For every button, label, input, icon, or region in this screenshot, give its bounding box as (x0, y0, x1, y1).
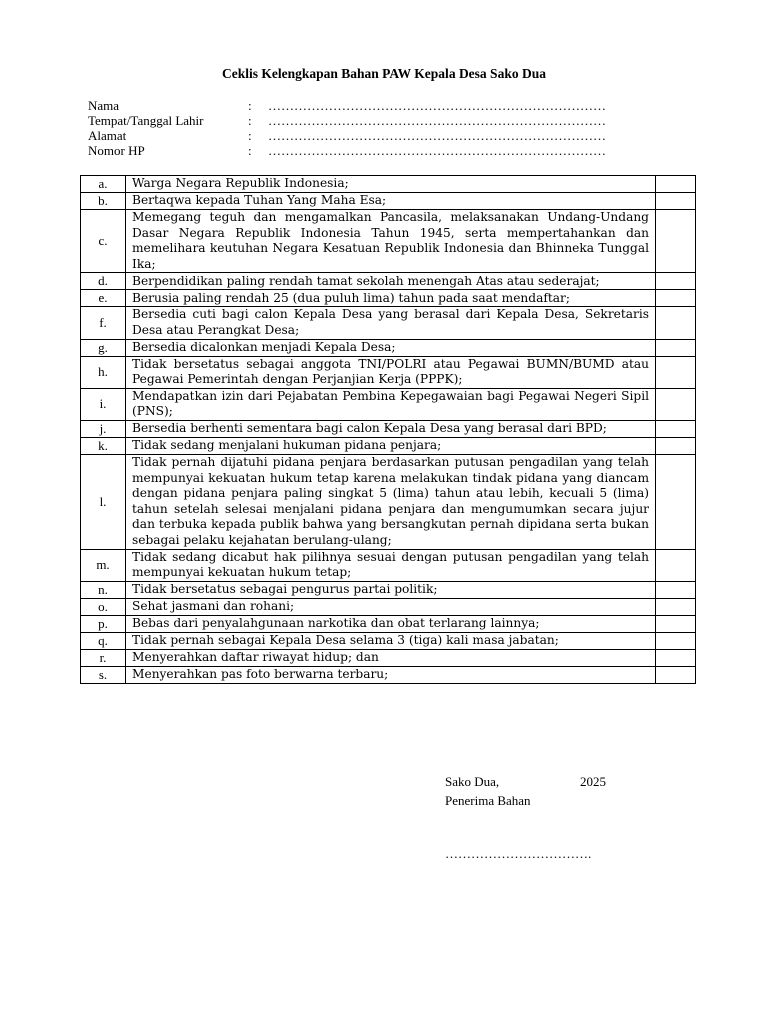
check-box[interactable] (656, 598, 696, 615)
table-row (81, 176, 696, 193)
table-row (81, 632, 696, 649)
check-box[interactable] (656, 666, 696, 683)
table-row (81, 339, 696, 356)
info-fill-line: …………………………………………………………………… (268, 143, 606, 158)
requirement-text: Tidak sedang menjalani hukuman pidana penjara; (126, 437, 656, 454)
table-row (81, 581, 696, 598)
row-letter: b. (81, 193, 126, 210)
table-row (81, 454, 696, 549)
applicant-info (88, 98, 668, 158)
row-letter: r. (81, 649, 126, 666)
row-letter: f. (81, 307, 126, 339)
row-letter: n. (81, 581, 126, 598)
requirement-text: Bersedia dicalonkan menjadi Kepala Desa; (126, 339, 656, 356)
row-letter: g. (81, 339, 126, 356)
check-box[interactable] (656, 581, 696, 598)
requirement-text: Bersedia cuti bagi calon Kepala Desa yang berasal dari Kepala Desa, Sekretaris Desa atau Perangkat Desa; (126, 307, 656, 339)
table-row (81, 290, 696, 307)
check-box[interactable] (656, 388, 696, 420)
row-letter: i. (81, 388, 126, 420)
row-letter: e. (81, 290, 126, 307)
row-letter: p. (81, 615, 126, 632)
check-box[interactable] (656, 437, 696, 454)
requirement-text: Berusia paling rendah 25 (dua puluh lima) tahun pada saat mendaftar; (126, 290, 656, 307)
check-box[interactable] (656, 649, 696, 666)
requirement-text: Tidak pernah sebagai Kepala Desa selama 3 (tiga) kali masa jabatan; (126, 632, 656, 649)
row-letter: o. (81, 598, 126, 615)
requirement-text: Tidak pernah dijatuhi pidana penjara berdasarkan putusan pengadilan yang telah mempunyai kekuatan hukum tetap karena melakukan tindak pidana yang diancam dengan pidana penjara paling singkat 5 (lima) tahun atau lebih, kecuali 5 (lima) tahun setelah selesai menjalani pidana penjara dan mengumumkan secara jujur dan terbuka kepada publik bahwa yang bersangkutan pernah dipidana serta bukan sebagai pelaku kejahatan berulang-ulang; (126, 454, 656, 549)
info-colon: : (248, 113, 252, 128)
row-letter: d. (81, 273, 126, 290)
requirement-text: Bersedia berhenti sementara bagi calon Kepala Desa yang berasal dari BPD; (126, 420, 656, 437)
check-box[interactable] (656, 632, 696, 649)
info-label: Nomor HP (88, 143, 145, 158)
signature-line: ……………………………. (445, 846, 592, 861)
row-letter: h. (81, 356, 126, 388)
document-title: Ceklis Kelengkapan Bahan PAW Kepala Desa Sako Dua (222, 66, 546, 81)
check-box[interactable] (656, 454, 696, 549)
row-letter: a. (81, 176, 126, 193)
footer-block (445, 772, 606, 810)
row-letter: q. (81, 632, 126, 649)
check-box[interactable] (656, 339, 696, 356)
table-row (81, 615, 696, 632)
requirement-text: Mendapatkan izin dari Pejabatan Pembina Kepegawaian bagi Pegawai Negeri Sipil (PNS); (126, 388, 656, 420)
check-box[interactable] (656, 307, 696, 339)
row-letter: m. (81, 549, 126, 581)
info-row-name (88, 98, 668, 113)
place-name: Sako Dua, (445, 774, 500, 789)
requirement-text: Tidak sedang dicabut hak pilihnya sesuai dengan putusan pengadilan yang telah mempunyai kekuatan hukum tetap; (126, 549, 656, 581)
requirement-text: Bebas dari penyalahgunaan narkotika dan obat terlarang lainnya; (126, 615, 656, 632)
requirement-text: Berpendidikan paling rendah tamat sekolah menengah Atas atau sederajat; (126, 273, 656, 290)
requirement-text: Tidak bersetatus sebagai pengurus partai politik; (126, 581, 656, 598)
table-row (81, 193, 696, 210)
info-colon: : (248, 143, 252, 158)
requirement-text: Menyerahkan daftar riwayat hidup; dan (126, 649, 656, 666)
row-letter: s. (81, 666, 126, 683)
check-box[interactable] (656, 210, 696, 273)
info-fill-line: …………………………………………………………………… (268, 113, 606, 128)
table-row (81, 598, 696, 615)
check-box[interactable] (656, 356, 696, 388)
row-letter: l. (81, 454, 126, 549)
table-row (81, 356, 696, 388)
check-box[interactable] (656, 420, 696, 437)
info-label: Nama (88, 98, 120, 113)
info-colon: : (248, 128, 252, 143)
check-box[interactable] (656, 193, 696, 210)
check-box[interactable] (656, 290, 696, 307)
year-text: 2025 (580, 774, 606, 789)
table-row (81, 388, 696, 420)
table-row (81, 437, 696, 454)
info-colon: : (248, 98, 252, 113)
table-row (81, 649, 696, 666)
info-fill-line: …………………………………………………………………… (268, 128, 606, 143)
row-letter: k. (81, 437, 126, 454)
check-box[interactable] (656, 549, 696, 581)
table-row (81, 549, 696, 581)
table-row (81, 273, 696, 290)
check-box[interactable] (656, 176, 696, 193)
info-label: Tempat/Tanggal Lahir (88, 113, 204, 128)
info-row-phone (88, 143, 668, 158)
requirement-text: Sehat jasmani dan rohani; (126, 598, 656, 615)
info-row-birth (88, 113, 668, 128)
requirement-text: Menyerahkan pas foto berwarna terbaru; (126, 666, 656, 683)
place-date-line (445, 772, 606, 791)
receiver-label: Penerima Bahan (445, 793, 531, 808)
row-letter: j. (81, 420, 126, 437)
info-label: Alamat (88, 128, 127, 143)
info-row-address (88, 128, 668, 143)
row-letter: c. (81, 210, 126, 273)
requirement-text: Bertaqwa kepada Tuhan Yang Maha Esa; (126, 193, 656, 210)
table-row (81, 666, 696, 683)
requirement-text: Memegang teguh dan mengamalkan Pancasila, melaksanakan Undang-Undang Dasar Negara Republik Indonesia Tahun 1945, serta mempertahankan dan memelihara keutuhan Negara Kesatuan Republik Indonesia dan Bhinneka Tunggal Ika; (126, 210, 656, 273)
check-box[interactable] (656, 615, 696, 632)
table-row (81, 307, 696, 339)
check-box[interactable] (656, 273, 696, 290)
requirement-text: Warga Negara Republik Indonesia; (126, 176, 656, 193)
info-fill-line: …………………………………………………………………… (268, 98, 606, 113)
table-row (81, 420, 696, 437)
requirement-text: Tidak bersetatus sebagai anggota TNI/POLRI atau Pegawai BUMN/BUMD atau Pegawai Pemerintah dengan Perjanjian Kerja (PPPK); (126, 356, 656, 388)
table-row (81, 210, 696, 273)
requirements-checklist-table (80, 175, 696, 684)
